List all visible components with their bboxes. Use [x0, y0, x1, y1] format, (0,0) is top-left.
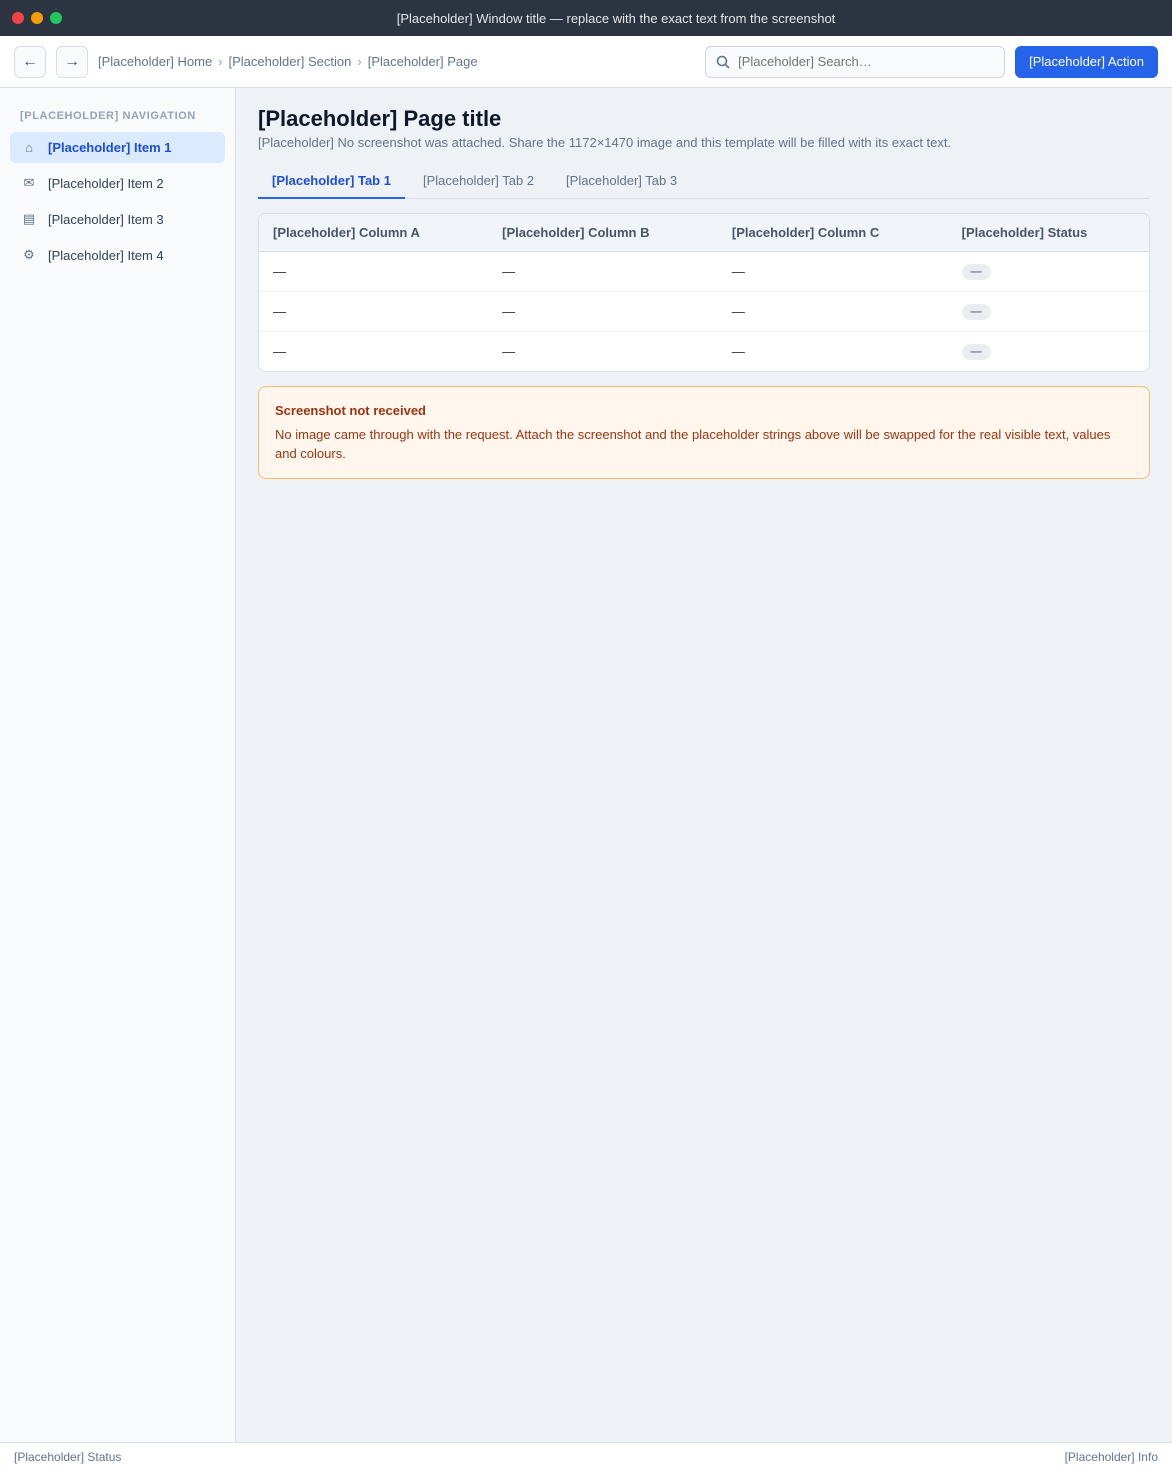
search-input[interactable]: [738, 54, 994, 69]
breadcrumb-separator-icon: ›: [218, 54, 223, 69]
status-text-left: [Placeholder] Status: [14, 1449, 122, 1464]
table-row[interactable]: [259, 292, 1149, 332]
inbox-icon: ✉: [23, 175, 35, 190]
tab-item[interactable]: [Placeholder] Tab 3: [566, 173, 678, 188]
sidebar: [0, 88, 236, 1442]
tab-item[interactable]: [Placeholder] Tab 1: [258, 164, 405, 199]
table-column-header[interactable]: [Placeholder] Status: [948, 214, 1149, 252]
status-bar: [0, 1442, 1172, 1470]
maximize-window-icon[interactable]: [50, 12, 62, 24]
status-badge: —: [962, 344, 991, 360]
title-bar: [0, 0, 1172, 36]
table-cell: —: [718, 252, 948, 292]
search-icon: [716, 55, 730, 69]
sidebar-item[interactable]: [10, 203, 225, 235]
breadcrumb-item[interactable]: [Placeholder] Home: [98, 54, 213, 69]
window-title: [Placeholder] Window title — replace with the exact text from the screenshot: [396, 10, 836, 26]
table-body: [259, 252, 1149, 372]
table-cell: —: [502, 344, 516, 359]
status-text-right: [Placeholder] Info: [1064, 1449, 1158, 1464]
breadcrumb-item[interactable]: [Placeholder] Section: [228, 54, 352, 69]
sidebar-item-label: [Placeholder] Item 2: [48, 175, 164, 191]
main-panel: [236, 88, 1172, 1442]
toolbar: [0, 36, 1172, 88]
table-cell: —: [488, 252, 718, 292]
page-subtitle: [Placeholder] No screenshot was attached. Share the 1172×1470 image and this template will be filled with its exact text.: [258, 135, 952, 150]
table-cell: —: [259, 252, 488, 292]
table-row[interactable]: [259, 252, 1149, 292]
forward-button[interactable]: [56, 46, 88, 78]
status-badge: —: [962, 264, 991, 280]
home-icon: ⌂: [25, 140, 33, 155]
table-column-header[interactable]: [Placeholder] Column A: [259, 214, 488, 252]
page-header: [258, 106, 1150, 150]
sidebar-item[interactable]: [10, 239, 225, 271]
sidebar-item-label: [Placeholder] Item 3: [48, 211, 164, 227]
window-controls: [12, 12, 62, 24]
arrow-left-icon: ←: [22, 52, 38, 70]
table-cell: —: [259, 292, 488, 332]
table-cell: —: [731, 344, 745, 359]
tab-item[interactable]: [Placeholder] Tab 2: [422, 173, 535, 188]
back-button[interactable]: [14, 46, 46, 78]
page-title: [Placeholder] Page title: [258, 106, 502, 131]
data-table: [258, 213, 1150, 372]
tab-bar: [258, 164, 1150, 199]
minimize-window-icon[interactable]: [31, 12, 43, 24]
table-column-header[interactable]: [Placeholder] Column B: [488, 214, 718, 252]
sidebar-item-label: [Placeholder] Item 1: [48, 140, 172, 155]
notice-title: Screenshot not received: [275, 403, 426, 418]
table-cell: —: [488, 292, 718, 332]
status-badge: —: [962, 304, 991, 320]
notice-text: No image came through with the request. Attach the screenshot and the placeholder strings above will be swapped for the real visible text, values and colours.: [275, 426, 1111, 461]
close-window-icon[interactable]: [12, 12, 24, 24]
table-cell: [948, 332, 1149, 372]
sidebar-section-title: [PLACEHOLDER] NAVIGATION: [20, 110, 196, 122]
table-cell: [948, 252, 1149, 292]
notice-banner: [258, 386, 1150, 479]
sidebar-item[interactable]: [10, 167, 225, 199]
breadcrumb-separator-icon: ›: [357, 54, 362, 69]
breadcrumb-item[interactable]: [Placeholder] Page: [367, 54, 478, 69]
table-row[interactable]: [259, 332, 1149, 372]
sidebar-item[interactable]: [10, 132, 225, 163]
table-column-header[interactable]: [Placeholder] Column C: [718, 214, 948, 252]
table-header-row: [259, 214, 1149, 252]
table-cell: [948, 292, 1149, 332]
primary-action-button[interactable]: [Placeholder] Action: [1015, 46, 1158, 78]
breadcrumb: [98, 54, 478, 69]
arrow-right-icon: →: [64, 52, 80, 70]
table-cell: —: [718, 292, 948, 332]
folder-icon: ▤: [22, 211, 36, 226]
sidebar-item-label: [Placeholder] Item 4: [48, 247, 164, 263]
gear-icon: ⚙: [23, 247, 35, 262]
search-box: [705, 46, 1005, 78]
table-cell: —: [273, 344, 286, 359]
content-area: [0, 88, 1172, 1442]
